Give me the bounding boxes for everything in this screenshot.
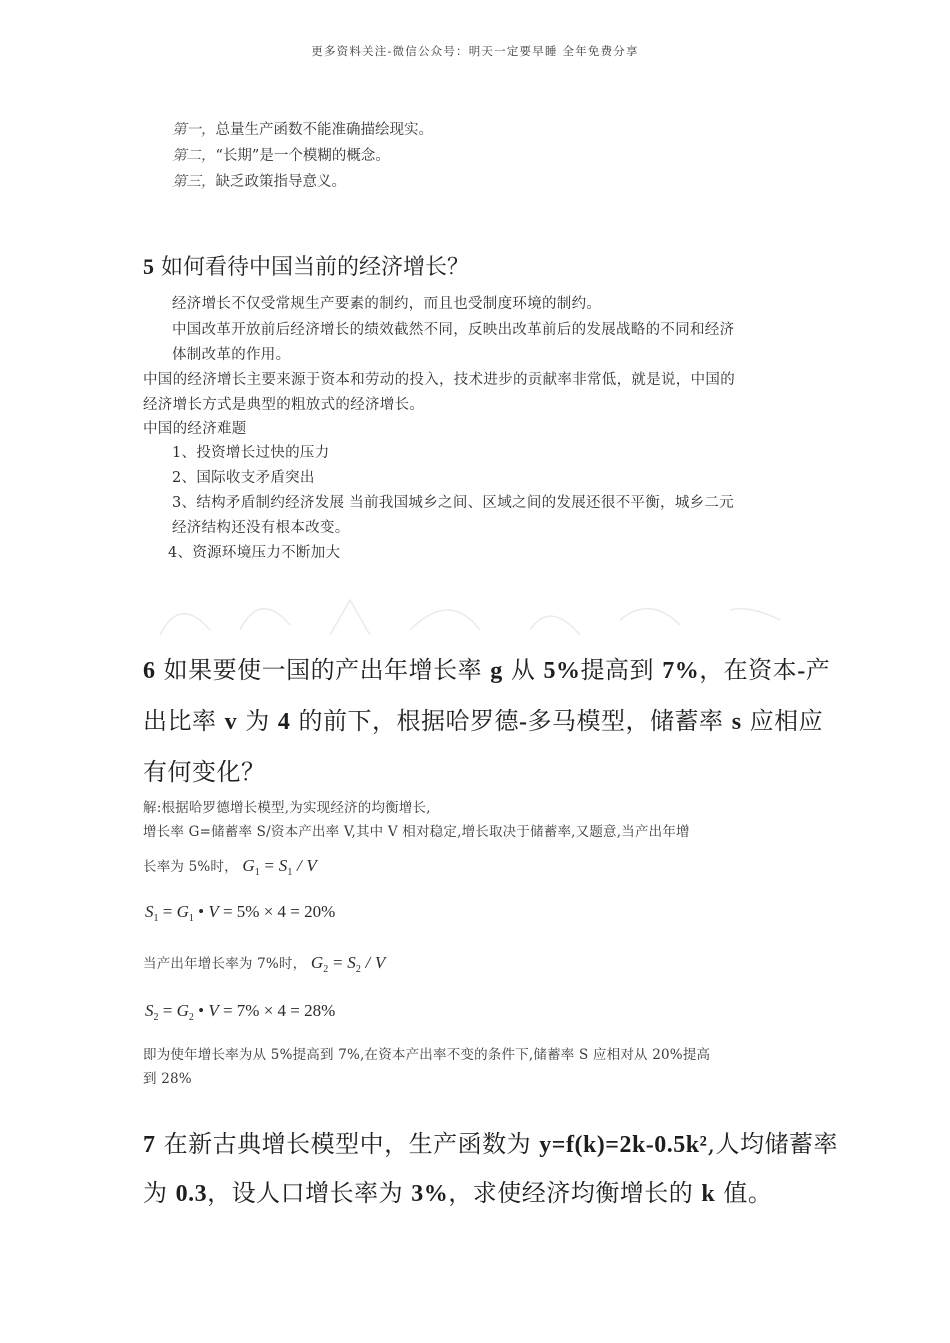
equation-g2: $G_2 = S_2 / V$ bbox=[310, 953, 386, 975]
text: ,人均储蓄率 bbox=[707, 1130, 838, 1158]
text: 应相应 bbox=[741, 707, 824, 735]
text: ，求使经济均衡增长的 bbox=[448, 1179, 702, 1207]
bold-term: - bbox=[519, 709, 528, 735]
problem-item: 4、资源环境压力不断加大 bbox=[168, 545, 341, 561]
paragraph: 经济增长方式是典型的粗放式的经济增长。 bbox=[143, 397, 425, 413]
question-6-line-2 bbox=[143, 701, 823, 736]
question-number: 6 bbox=[143, 658, 156, 684]
bold-term: 7% bbox=[662, 658, 700, 684]
problem-item: 3、结构矛盾制约经济发展 当前我国城乡之间、区域之间的发展还很不平衡，城乡二元 bbox=[172, 495, 735, 511]
equation-s2: $S_2 = G_2$ • V = 7% × 4 = 28% bbox=[145, 1001, 336, 1023]
text: 为 bbox=[143, 1179, 176, 1207]
solution-line bbox=[143, 952, 386, 975]
problem-item: 经济结构还没有根本改变。 bbox=[172, 520, 350, 536]
text: 提高到 bbox=[580, 656, 663, 684]
solution-line: 解:根据哈罗德增长模型,为实现经济的均衡增长, bbox=[143, 800, 431, 816]
intro-ordinal: 第一， bbox=[172, 122, 216, 138]
text: 当产出年增长率为 7%时， bbox=[143, 956, 307, 972]
text: 从 bbox=[502, 656, 544, 684]
bold-term: g bbox=[490, 658, 503, 684]
intro-text: 缺乏政策指导意义。 bbox=[215, 174, 346, 190]
equation-g1: $G_1 = S_1 / V$ bbox=[242, 856, 318, 878]
bold-term: 3% bbox=[411, 1181, 449, 1207]
text: 多马模型，储蓄率 bbox=[527, 707, 732, 735]
scan-artifact bbox=[150, 590, 790, 640]
solution-conclusion: 即为使年增长率为从 5%提高到 7%,在资本产出率不变的条件下,储蓄率 S 应相对从 20%提高 bbox=[143, 1047, 711, 1063]
text: ，设人口增长率为 bbox=[207, 1179, 412, 1207]
text: 为 bbox=[237, 707, 278, 735]
question-5-heading bbox=[143, 250, 469, 281]
equation-s1: $S_1 = G_1$ • V = 5% × 4 = 20% bbox=[145, 902, 336, 924]
solution-conclusion: 到 28% bbox=[143, 1071, 192, 1087]
question-6-line-1 bbox=[143, 650, 830, 685]
bold-term: 0.3 bbox=[175, 1181, 208, 1207]
solution-line: 增长率 G=储蓄率 S/资本产出率 V,其中 V 相对稳定,增长取决于储蓄率,又题意,当产出年增 bbox=[143, 824, 690, 840]
paragraph: 中国的经济难题 bbox=[143, 421, 247, 437]
bold-term: v bbox=[224, 709, 238, 735]
bold-term: 5% bbox=[543, 658, 581, 684]
bold-term: 4 bbox=[277, 709, 291, 735]
paragraph: 体制改革的作用。 bbox=[172, 347, 291, 363]
question-number: 5 bbox=[143, 254, 154, 279]
text: 出比率 bbox=[143, 707, 225, 735]
text: ，在资本 bbox=[699, 656, 798, 684]
bold-term: - bbox=[797, 658, 806, 684]
intro-point-3 bbox=[172, 170, 346, 191]
paragraph: 经济增长不仅受常规生产要素的制约，而且也受制度环境的制约。 bbox=[172, 296, 602, 312]
header-banner: 更多资料关注-微信公众号：明天一定要早睡 全年免费分享 bbox=[311, 44, 639, 58]
problem-item: 1、投资增长过快的压力 bbox=[172, 445, 330, 461]
paragraph: 中国的经济增长主要来源于资本和劳动的投入，技术进步的贡献率非常低，就是说，中国的 bbox=[143, 372, 735, 388]
text: 在新古典增长模型中，生产函数为 bbox=[163, 1130, 540, 1158]
bold-term: s bbox=[731, 709, 742, 735]
intro-text: 总量生产函数不能准确描绘现实。 bbox=[215, 122, 433, 138]
text: 的前下，根据哈罗德 bbox=[290, 707, 520, 735]
intro-point-1 bbox=[172, 118, 433, 139]
text: 值。 bbox=[715, 1179, 773, 1207]
text: 产 bbox=[805, 656, 831, 684]
paragraph: 中国改革开放前后经济增长的绩效截然不同，反映出改革前后的发展战略的不同和经济 bbox=[172, 322, 735, 338]
intro-text: “长期”是一个模糊的概念。 bbox=[215, 148, 390, 164]
question-7-line-1 bbox=[143, 1124, 838, 1159]
question-7-line-2 bbox=[143, 1173, 772, 1208]
solution-line bbox=[143, 855, 317, 878]
question-6-line-3: 有何变化？ bbox=[143, 758, 266, 786]
intro-ordinal: 第三， bbox=[172, 174, 216, 190]
question-number: 7 bbox=[143, 1132, 156, 1158]
text: 长率为 5%时， bbox=[143, 859, 238, 875]
bold-term: k bbox=[701, 1181, 716, 1207]
text: 如果要使一国的产出年增长率 bbox=[163, 656, 491, 684]
intro-point-2 bbox=[172, 144, 390, 165]
intro-ordinal: 第二， bbox=[172, 148, 216, 164]
problem-item: 2、国际收支矛盾突出 bbox=[172, 470, 315, 486]
bold-term: y=f(k)=2k-0.5k² bbox=[539, 1132, 708, 1158]
question-title: 如何看待中国当前的经济增长？ bbox=[161, 255, 470, 280]
